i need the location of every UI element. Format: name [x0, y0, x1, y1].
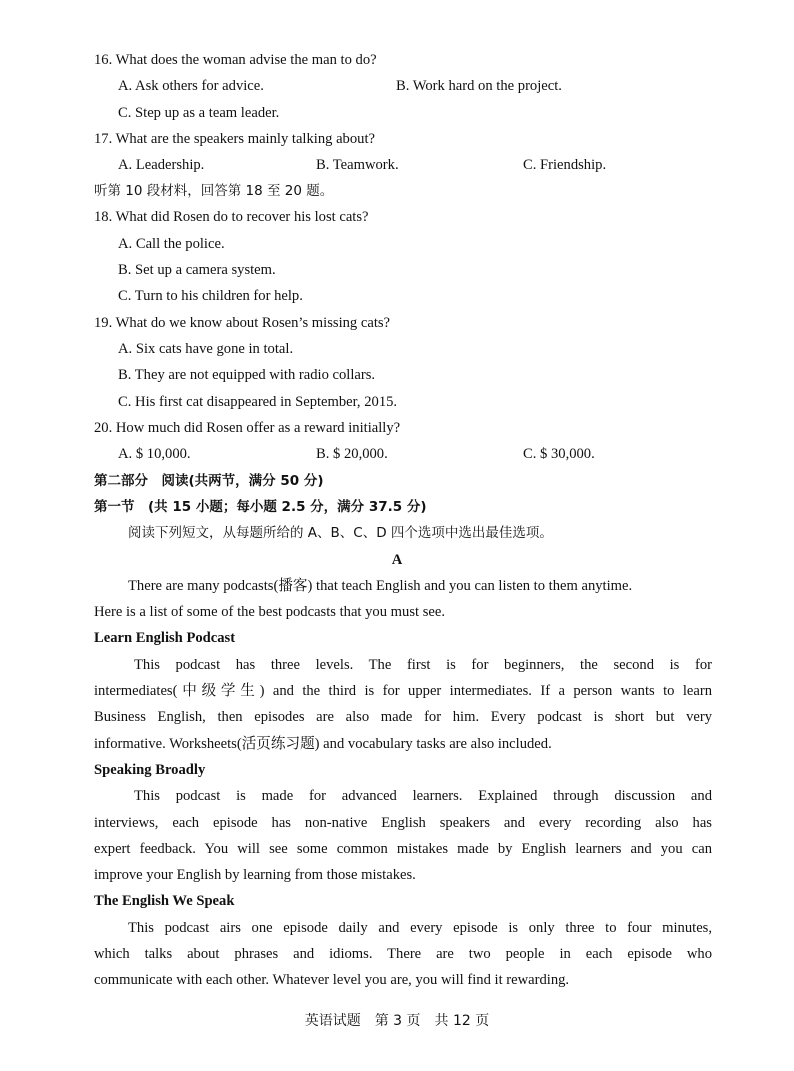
heading-learn-english-podcast: Learn English Podcast: [94, 630, 236, 646]
page-footer: 英语试题 第 3 页 共 12 页: [304, 1013, 490, 1029]
question-19-stem: 19. What do we know about Rosen’s missing cats?: [94, 315, 391, 331]
question-18-option-b: B. Set up a camera system.: [118, 262, 276, 278]
p1-line-1: This podcast has three levels. The first is for beginners, the second is for: [134, 657, 712, 673]
p3-line-1: This podcast airs one episode daily and every episode is only three to four minutes,: [128, 920, 712, 936]
passage-intro-line-2: Here is a list of some of the best podcasts that you must see.: [94, 604, 445, 620]
p2-line-2: interviews, each episode has non-native English speakers and every recording also has: [94, 815, 712, 831]
p1-line-4: informative. Worksheets(活页练习题) and vocabulary tasks are also included.: [94, 736, 552, 752]
question-17-option-a: A. Leadership.: [118, 157, 205, 173]
question-19-option-b: B. They are not equipped with radio collars.: [118, 367, 376, 383]
question-17-option-b: B. Teamwork.: [316, 157, 399, 173]
part-two-title: 第二部分 阅读(共两节，满分 50 分): [94, 473, 324, 489]
question-18-stem: 18. What did Rosen do to recover his lost cats?: [94, 209, 369, 225]
heading-the-english-we-speak: The English We Speak: [94, 893, 235, 909]
heading-speaking-broadly: Speaking Broadly: [94, 762, 206, 778]
p3-line-2: which talks about phrases and idioms. There are two people in each episode who: [94, 946, 712, 962]
section-one-title: 第一节 (共 15 小题；每小题 2.5 分，满分 37.5 分): [94, 499, 427, 515]
reading-instruction: 阅读下列短文，从每题所给的 A、B、C、D 四个选项中选出最佳选项。: [128, 525, 553, 541]
p1-line-3: Business English, then episodes are also made for him. Every podcast is short but very: [94, 709, 712, 725]
question-18-option-c: C. Turn to his children for help.: [118, 288, 303, 304]
question-16-option-b: B. Work hard on the project.: [396, 78, 562, 94]
p2-line-1: This podcast is made for advanced learners. Explained through discussion and: [134, 788, 712, 804]
p2-line-3: expert feedback. You will see some common mistakes made by English learners and you can: [94, 841, 712, 857]
question-18-option-a: A. Call the police.: [118, 236, 225, 252]
question-16-option-c: C. Step up as a team leader.: [118, 105, 280, 121]
question-17-stem: 17. What are the speakers mainly talking about?: [94, 131, 375, 147]
question-20-option-c: C. $ 30,000.: [523, 446, 595, 462]
question-17-option-c: C. Friendship.: [523, 157, 607, 173]
passage-intro-line-1: There are many podcasts(播客) that teach English and you can listen to them anytime.: [128, 578, 633, 594]
question-16-option-a: A. Ask others for advice.: [118, 78, 264, 94]
section-10-instruction: 听第 10 段材料，回答第 18 至 20 题。: [94, 183, 334, 199]
question-19-option-a: A. Six cats have gone in total.: [118, 341, 294, 357]
p2-line-4: improve your English by learning from those mistakes.: [94, 867, 416, 883]
question-20-stem: 20. How much did Rosen offer as a reward initially?: [94, 420, 401, 436]
question-20-option-a: A. $ 10,000.: [118, 446, 191, 462]
passage-label: A: [391, 552, 403, 568]
question-19-option-c: C. His first cat disappeared in September, 2015.: [118, 394, 398, 410]
p1-line-2: intermediates(中级学生) and the third is for upper intermediates. If a person wants to learn: [94, 683, 712, 699]
question-20-option-b: B. $ 20,000.: [316, 446, 388, 462]
question-16-stem: 16. What does the woman advise the man to do?: [94, 52, 377, 68]
p3-line-3: communicate with each other. Whatever level you are, you will find it rewarding.: [94, 972, 570, 988]
